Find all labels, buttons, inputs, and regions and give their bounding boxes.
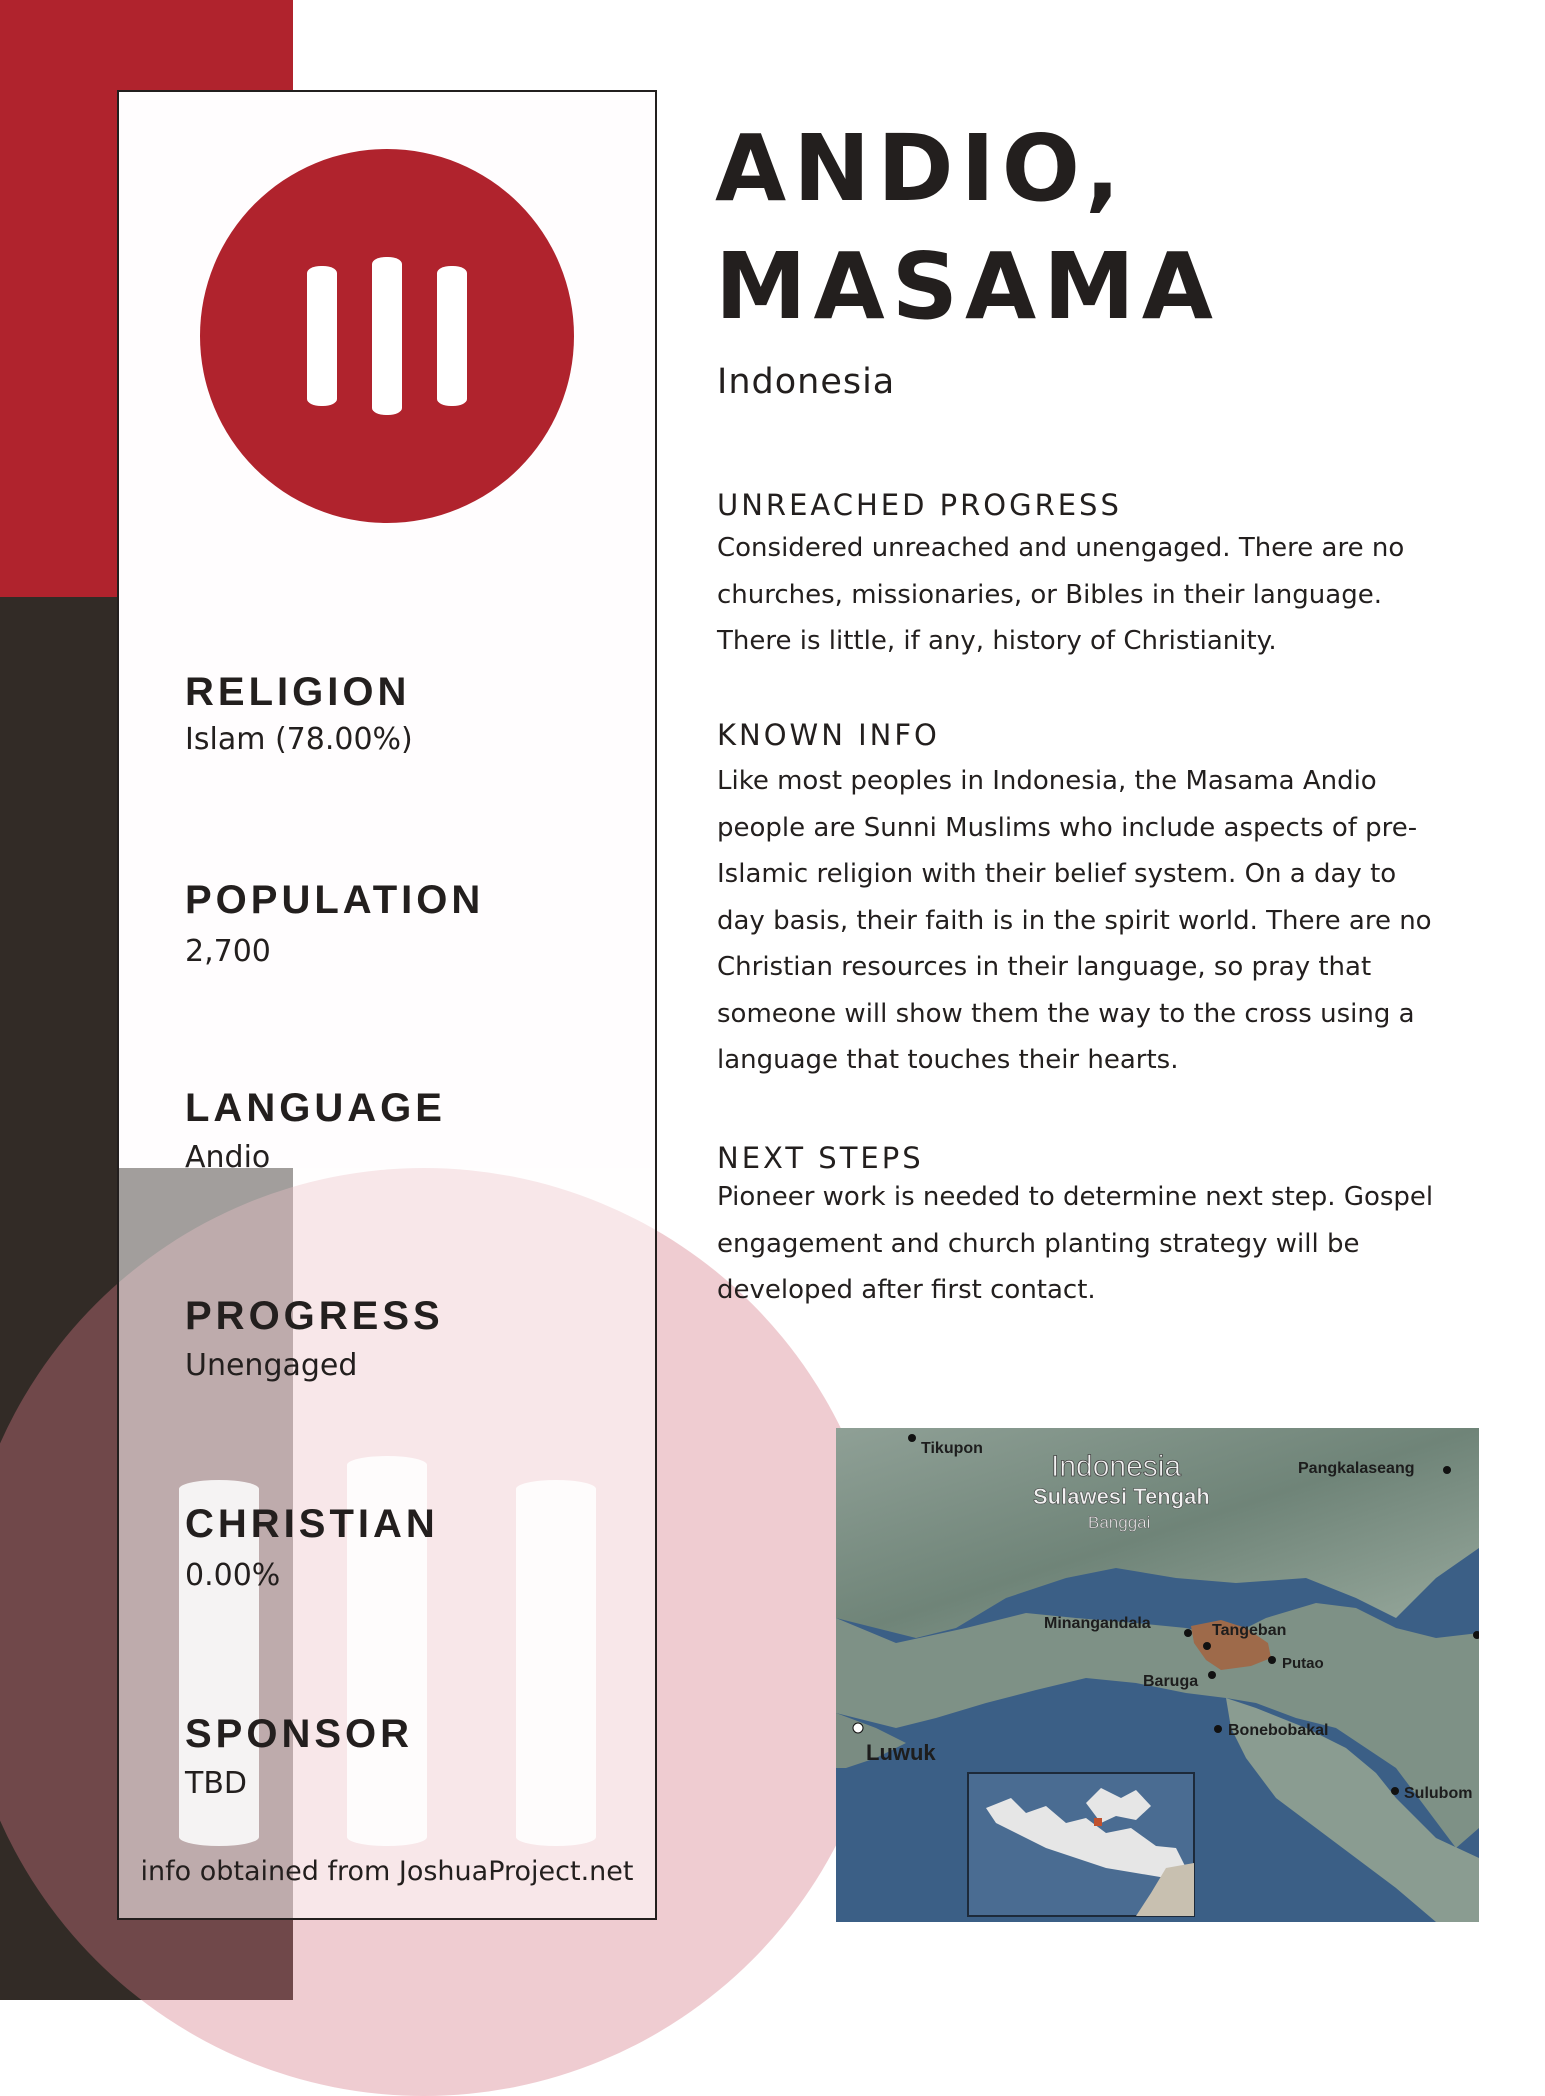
- logo-bar-middle: [372, 257, 402, 415]
- map-graphic: [836, 1428, 1479, 1922]
- population-label: POPULATION: [185, 878, 485, 922]
- body-line: someone will show them the way to the cross using a: [717, 998, 1415, 1029]
- map-dot: [1391, 1787, 1399, 1795]
- map-dot: [1203, 1642, 1211, 1650]
- map-dot: [1268, 1656, 1276, 1664]
- title-line-2: MASAMA: [715, 233, 1220, 340]
- location-map: [836, 1428, 1479, 1922]
- body-line: Pioneer work is needed to determine next step. Gospel: [717, 1182, 1434, 1212]
- map-dot: [1443, 1466, 1451, 1474]
- map-label-minangandala: Minangandala: [1044, 1615, 1151, 1632]
- known-body: [717, 758, 1437, 1084]
- map-inset-marker: [1094, 1818, 1102, 1826]
- christian-label: CHRISTIAN: [185, 1502, 439, 1546]
- next-body: [717, 1174, 1437, 1314]
- body-line: Christian resources in their language, so pray that: [717, 952, 1372, 982]
- map-dot: [853, 1723, 863, 1733]
- map-label-putao: Putao: [1282, 1655, 1324, 1672]
- unreached-heading: UNREACHED PROGRESS: [717, 488, 1122, 522]
- sponsor-label: SPONSOR: [185, 1712, 414, 1756]
- page-title: [715, 110, 1415, 346]
- body-line: Like most peoples in Indonesia, the Masama Andio: [717, 766, 1377, 796]
- map-label-bonebobakal: Bonebobakal: [1228, 1722, 1329, 1739]
- map-label-baruga: Baruga: [1143, 1673, 1199, 1690]
- country-subtitle: Indonesia: [717, 362, 896, 402]
- map-label-sulubom: Sulubom: [1404, 1785, 1473, 1802]
- religion-label: RELIGION: [185, 670, 411, 714]
- map-dot: [1208, 1671, 1216, 1679]
- religion-value: Islam (78.00%): [185, 722, 413, 757]
- sponsor-value: TBD: [185, 1766, 248, 1801]
- language-value: Andio: [185, 1140, 271, 1175]
- map-label-tikupon: Tikupon: [921, 1440, 983, 1457]
- body-line: people are Sunni Muslims who include aspects of pre-: [717, 812, 1418, 843]
- progress-label: PROGRESS: [185, 1294, 444, 1338]
- language-label: LANGUAGE: [185, 1086, 446, 1130]
- next-heading: NEXT STEPS: [717, 1141, 924, 1175]
- known-heading: KNOWN INFO: [717, 718, 940, 752]
- logo-bar-right: [437, 266, 467, 406]
- map-label-country: Indonesia: [1051, 1450, 1182, 1483]
- body-line: There is little, if any, history of Christianity.: [717, 626, 1277, 656]
- body-line: Considered unreached and unengaged. There are no: [717, 533, 1405, 563]
- body-line: Islamic religion with their belief system. On a day to: [717, 859, 1397, 889]
- map-label-tangeban: Tangeban: [1212, 1622, 1287, 1639]
- body-line: day basis, their faith is in the spirit world. There are no: [717, 905, 1432, 936]
- logo-circle: [200, 149, 574, 523]
- map-dot: [1184, 1629, 1192, 1637]
- map-dot: [1214, 1725, 1222, 1733]
- map-label-luwuk: Luwuk: [866, 1740, 936, 1765]
- unreached-body: [717, 525, 1437, 665]
- body-line: language that touches their hearts.: [717, 1045, 1179, 1075]
- body-line: developed after first contact.: [717, 1275, 1096, 1305]
- title-line-1: ANDIO,: [715, 115, 1127, 222]
- map-label-regency: Banggai: [1088, 1513, 1151, 1532]
- progress-value: Unengaged: [185, 1348, 358, 1383]
- logo-bar-left: [307, 266, 337, 406]
- body-line: churches, missionaries, or Bibles in their language.: [717, 579, 1382, 610]
- map-label-pangkalaseang: Pangkalaseang: [1298, 1460, 1415, 1477]
- source-note: info obtained from JoshuaProject.net: [140, 1856, 634, 1887]
- map-label-province: Sulawesi Tengah: [1033, 1484, 1210, 1509]
- faint-bar-right: [516, 1480, 596, 1846]
- population-value: 2,700: [185, 934, 271, 969]
- map-dot: [908, 1434, 916, 1442]
- body-line: engagement and church planting strategy will be: [717, 1228, 1360, 1259]
- christian-value: 0.00%: [185, 1558, 281, 1593]
